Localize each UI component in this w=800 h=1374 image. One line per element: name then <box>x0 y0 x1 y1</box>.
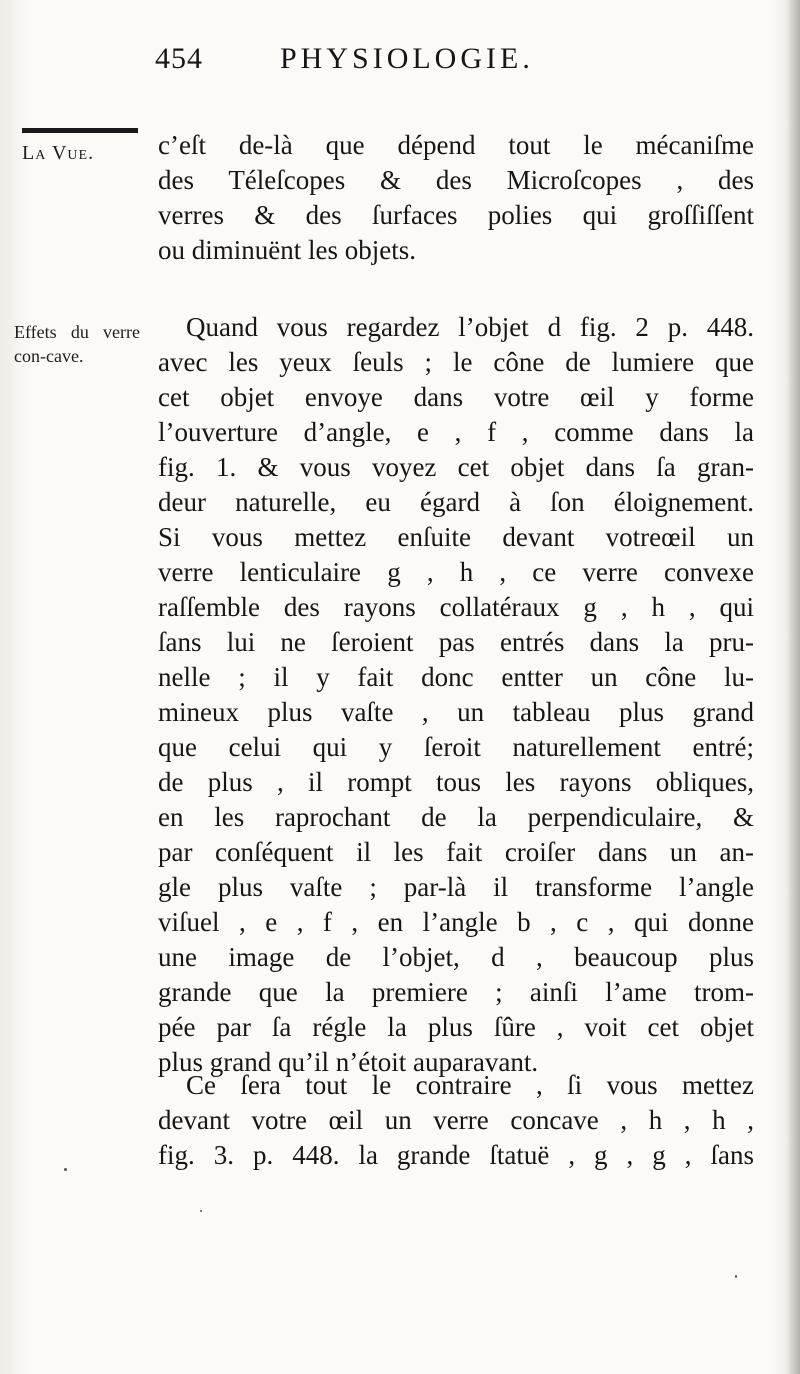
text-line: des Téleſcopes & des Microſcopes , des <box>158 165 754 195</box>
paragraph-1 <box>158 128 754 268</box>
text-line: par conſéquent il les fait croiſer dans un an- <box>158 837 754 867</box>
text-line: l’ouverture d’angle, e , f , comme dans la <box>158 417 754 447</box>
text-line: gle plus vaſte ; par-là il transforme l’angle <box>158 872 754 902</box>
text-line: c’eſt de-là que dépend tout le mécaniſme <box>158 130 754 160</box>
paper-speck <box>735 1275 737 1278</box>
page-number: 454 <box>155 42 203 75</box>
text-line: de plus , il rompt tous les rayons obliques, <box>158 767 754 797</box>
text-line: cet objet envoye dans votre œil y forme <box>158 382 754 412</box>
text-line: Quand vous regardez l’objet d fig. 2 p. 448. <box>186 312 754 342</box>
text-line: raſſemble des rayons collatéraux g , h , qui <box>158 592 754 622</box>
page-header <box>155 42 635 82</box>
text-line: grande que la premiere ; ainſi l’ame trom- <box>158 977 754 1007</box>
text-line: Si vous mettez enſuite devant votreœil un <box>158 522 754 552</box>
text-line: ſans lui ne ſeroient pas entrés dans la pru- <box>158 627 754 657</box>
paragraph-2 <box>158 310 754 1080</box>
text-line: fig. 3. p. 448. la grande ſtatuë , g , g , ſans <box>158 1140 754 1170</box>
text-line: viſuel , e , f , en l’angle b , c , qui donne <box>158 907 754 937</box>
text-line: pée par ſa régle la plus ſûre , voit cet objet <box>158 1012 754 1042</box>
paragraph-3 <box>158 1068 754 1173</box>
text-line: Ce ſera tout le contraire , ſi vous mettez <box>186 1070 754 1100</box>
text-line: nelle ; il y fait donc entter un cône lu- <box>158 662 754 692</box>
text-line: que celui qui y ſeroit naturellement entré; <box>158 732 754 762</box>
text-line: verres & des ſurfaces polies qui groſſiſſent <box>158 200 754 230</box>
text-line: verre lenticulaire g , h , ce verre convexe <box>158 557 754 587</box>
text-line: ou diminuënt les objets. <box>158 235 416 265</box>
margin-note-effets: Effets du verre con-cave. <box>14 322 140 366</box>
text-line: avec les yeux ſeuls ; le cône de lumiere que <box>158 347 754 377</box>
text-line: plus grand qu’il n’étoit auparavant. <box>158 1047 539 1077</box>
text-line: mineux plus vaſte , un tableau plus grand <box>158 697 754 727</box>
margin-note-la-vue: La Vue. <box>22 142 95 164</box>
paper-speck <box>64 1168 67 1171</box>
page-edge-shadow <box>786 0 800 1374</box>
text-line: en les raprochant de la perpendiculaire, & <box>158 802 754 832</box>
text-line: une image de l’objet, d , beaucoup plus <box>158 942 754 972</box>
running-title: PHYSIOLOGIE. <box>280 42 534 75</box>
margin-rule <box>22 128 138 133</box>
paper-speck <box>200 1210 202 1212</box>
text-line: devant votre œil un verre concave , h , h , <box>158 1105 754 1135</box>
text-line: deur naturelle, eu égard à ſon éloignement. <box>158 487 754 517</box>
text-line: fig. 1. & vous voyez cet objet dans ſa gran- <box>158 452 754 482</box>
